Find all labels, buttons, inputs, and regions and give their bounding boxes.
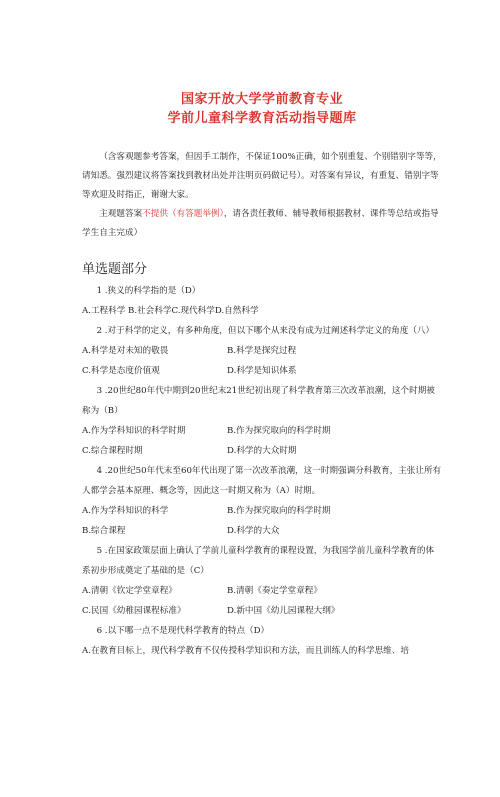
options-row	[82, 441, 442, 461]
option-c: C.民国《幼稚园课程标准》	[82, 606, 186, 616]
document-title: 国家开放大学学前教育专业	[180, 92, 343, 107]
option-c: C.综合课程时期	[82, 446, 143, 456]
disclaimer-paragraph: （含客观题参考答案，但因手工制作，不保证100%正确，如个别重复、个别错别字等等，请知悉。强烈建议将答案找到教材出处并注明页码做记号）。对答案有异议，有重复、错别字等等欢迎及时指正，谢谢大家。	[82, 152, 442, 200]
option-a: A.作为学科知识的科学	[82, 506, 169, 516]
option-c: C.科学是态度价值观	[82, 366, 160, 376]
option-d: D.新中国《幼儿园课程大纲》	[227, 606, 340, 616]
options-row	[82, 341, 442, 361]
option-a: A.科学是对未知的敬畏	[82, 346, 169, 356]
question-stem: 4 .20世纪50年代末至60年代出现了第一次改革浪潮，这一时期强调分科教育，主张让所有人都学会基本原理、概念等，因此这一时期又称为（A）时期。	[82, 466, 442, 496]
option-d: D.科学的大众时期	[227, 446, 297, 456]
option-c: B.综合课程	[82, 526, 126, 536]
options-row	[82, 581, 442, 601]
question-stem: 1 .狭义的科学指的是（D）	[96, 286, 201, 296]
option-a: A.作为学科知识的科学时期	[82, 426, 186, 436]
subjective-answer-paragraph	[82, 205, 442, 243]
options-row	[82, 601, 442, 621]
section-title: 单选题部分	[82, 262, 148, 277]
options-row	[82, 421, 442, 441]
disclaimer-note	[82, 148, 442, 243]
option-a: A.在教育目标上，现代科学教育不仅传授科学知识和方法，而且训练人的科学思维、培	[82, 646, 409, 656]
subjective-red-text: 不提供（有答题举例）	[142, 209, 224, 219]
options-row	[82, 361, 442, 381]
document-page	[0, 90, 500, 797]
question-stem: 2 .对于科学的定义，有多种角度，但以下哪个从来没有成为过阐述科学定义的角度（八）	[96, 326, 435, 336]
question-stem: 3 .20世纪80年代中期到20世纪末21世纪初出现了科学教育第三次改革浪潮，这个时期被称为（B）	[82, 386, 435, 416]
options-row	[82, 521, 442, 541]
option-d: D.科学是知识体系	[227, 366, 297, 376]
subjective-prefix: 主观题答案	[99, 209, 143, 219]
option-b: B.作为探究取向的科学时期	[227, 506, 331, 516]
question-stem: 6 .以下哪一点不是现代科学教育的特点（D）	[96, 626, 270, 636]
option-b: B.作为探究取向的科学时期	[227, 426, 331, 436]
subjective-suffix: ，请各责任教师、辅导教师根据教材、课件等总结或指导学生自主完成）	[82, 209, 439, 238]
option-b: B.清朝《奏定学堂章程》	[227, 586, 322, 596]
document-subtitle: 学前儿童科学教育活动指导题库	[167, 111, 357, 126]
option-b: B.科学是探究过程	[227, 346, 297, 356]
options-row	[82, 501, 442, 521]
option-a: A.清朝《钦定学堂章程》	[82, 586, 177, 596]
option-d: D.科学的大众	[227, 526, 280, 536]
question-stem: 5 .在国家政策层面上确认了学前儿童科学教育的课程设置，为我国学前儿童科学教育的体系初步形成奠定了基础的是（C）	[82, 546, 435, 576]
question-options: A.工程科学 B.社会科学C.现代科学D.自然科学	[82, 306, 259, 316]
